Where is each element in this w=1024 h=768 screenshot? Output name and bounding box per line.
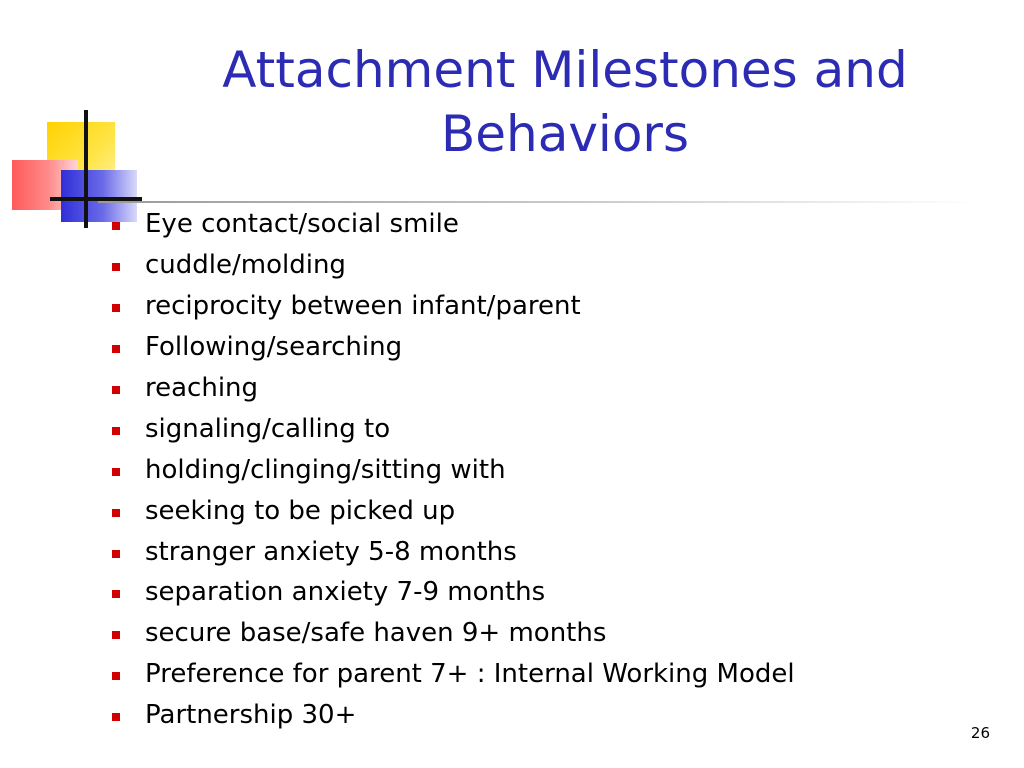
- bullet-square-icon: [112, 427, 120, 435]
- list-item-text: seeking to be picked up: [145, 495, 456, 526]
- list-item-text: secure base/safe haven 9+ months: [145, 618, 607, 649]
- list-item: [112, 490, 795, 531]
- page-number: 26: [970, 724, 990, 742]
- bullet-square-icon: [112, 304, 120, 312]
- list-item-text: separation anxiety 7-9 months: [145, 577, 546, 608]
- list-item: [112, 408, 795, 449]
- bullet-square-icon: [112, 263, 120, 271]
- bullet-square-icon: [112, 590, 120, 598]
- list-item: [112, 695, 795, 736]
- title-divider: [98, 201, 978, 203]
- list-item-text: reaching: [145, 373, 259, 403]
- bullet-square-icon: [112, 713, 120, 721]
- list-item-text: Following/searching: [145, 332, 403, 363]
- list-item: [112, 327, 795, 368]
- bullet-square-icon: [112, 345, 120, 353]
- list-item-text: Partnership 30+: [145, 700, 357, 731]
- list-item-text: signaling/calling to: [145, 413, 391, 444]
- bullet-square-icon: [112, 631, 120, 639]
- bullet-square-icon: [112, 509, 120, 517]
- list-item: [112, 572, 795, 613]
- list-item-text: reciprocity between infant/parent: [145, 291, 581, 322]
- list-item: [112, 368, 795, 409]
- list-item-text: holding/clinging/sitting with: [145, 454, 506, 485]
- list-item-text: cuddle/molding: [145, 250, 346, 281]
- list-item-text: Eye contact/social smile: [145, 209, 459, 240]
- bullet-list: [112, 204, 795, 736]
- list-item: [112, 654, 795, 695]
- bullet-square-icon: [112, 672, 120, 680]
- list-item-text: Preference for parent 7+ : Internal Working Model: [145, 659, 795, 690]
- list-item: [112, 286, 795, 327]
- bullet-square-icon: [112, 468, 120, 476]
- list-item: [112, 245, 795, 286]
- title-line-1: Attachment Milestones and: [222, 41, 908, 99]
- bullet-square-icon: [112, 550, 120, 558]
- bullet-square-icon: [112, 222, 120, 230]
- title-line-2: Behaviors: [440, 105, 690, 163]
- list-item: [112, 613, 795, 654]
- slide-title: [180, 38, 950, 166]
- vertical-line-decoration: [84, 110, 88, 228]
- list-item: [112, 204, 795, 245]
- list-item: [112, 449, 795, 490]
- bullet-square-icon: [112, 386, 120, 394]
- list-item: [112, 531, 795, 572]
- list-item-text: stranger anxiety 5-8 months: [145, 536, 517, 567]
